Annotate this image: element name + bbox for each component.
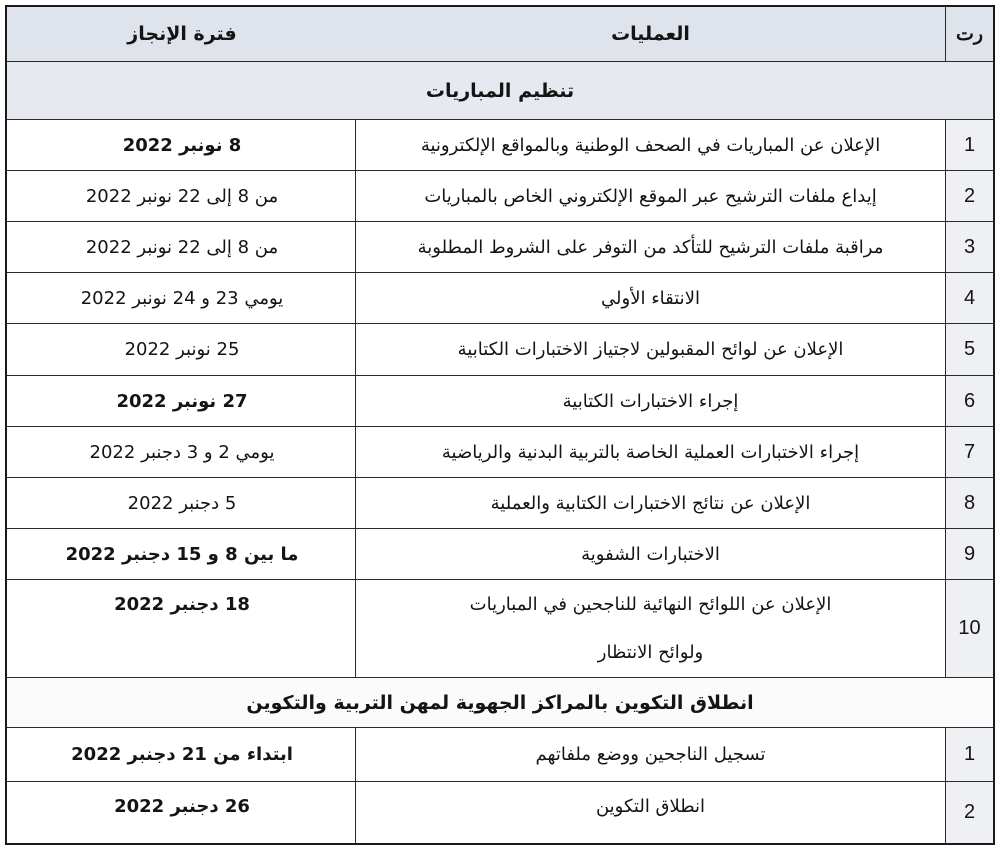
table-row <box>7 273 993 324</box>
table-row <box>7 376 993 427</box>
table-row <box>7 529 993 580</box>
row-operation <box>355 580 945 677</box>
row-period: من 8 إلى 22 نونبر 2022 <box>85 185 279 207</box>
row-period: 5 دجنبر 2022 <box>127 492 237 514</box>
row-period: 8 نونبر 2022 <box>122 134 242 156</box>
row-number: 1 <box>945 120 993 170</box>
row-period: 27 نونبر 2022 <box>116 390 248 412</box>
header-period: فترة الإنجاز <box>7 7 357 61</box>
row-period: 26 دجنبر 2022 <box>114 796 250 817</box>
row-operation: إجراء الاختبارات الكتابية <box>355 376 945 426</box>
row-operation: مراقبة ملفات الترشيح للتأكد من التوفر على الشروط المطلوبة <box>355 222 945 272</box>
row-number: 4 <box>945 273 993 323</box>
row-operation: الإعلان عن نتائج الاختبارات الكتابية والعملية <box>355 478 945 528</box>
row-operation: الإعلان عن المباريات في الصحف الوطنية وبالمواقع الإلكترونية <box>355 120 945 170</box>
row-operation-line1: الإعلان عن اللوائح النهائية للناجحين في المباريات <box>469 593 832 615</box>
row-number: 1 <box>945 728 993 781</box>
row-period: 25 نونبر 2022 <box>124 339 240 360</box>
row-operation: الانتقاء الأولي <box>355 273 945 323</box>
table-row <box>7 728 993 782</box>
row-period: يومي 23 و 24 نونبر 2022 <box>80 287 284 309</box>
row-operation: الاختبارات الشفوية <box>355 529 945 579</box>
section-title-contests: تنظيم المباريات <box>7 62 993 120</box>
row-number: 10 <box>945 580 993 677</box>
table-row <box>7 427 993 478</box>
row-operation: الإعلان عن لوائح المقبولين لاجتياز الاختبارات الكتابية <box>355 324 945 375</box>
table-row <box>7 782 993 843</box>
row-number: 2 <box>945 782 993 843</box>
table-row <box>7 580 993 678</box>
row-period: من 8 إلى 22 نونبر 2022 <box>85 236 279 258</box>
row-operation: إيداع ملفات الترشيح عبر الموقع الإلكتروني الخاص بالمباريات <box>355 171 945 221</box>
schedule-table <box>5 5 995 845</box>
row-period: 18 دجنبر 2022 <box>114 594 250 615</box>
row-period: يومي 2 و 3 دجنبر 2022 <box>89 441 275 463</box>
row-number: 9 <box>945 529 993 579</box>
header-number: رت <box>945 7 993 61</box>
header-operations: العمليات <box>355 7 945 61</box>
row-period: ما بين 8 و 15 دجنبر 2022 <box>65 543 299 565</box>
row-operation: تسجيل الناجحين ووضع ملفاتهم <box>355 728 945 781</box>
table-row <box>7 324 993 376</box>
table-header-row <box>7 7 993 62</box>
row-number: 6 <box>945 376 993 426</box>
row-number: 3 <box>945 222 993 272</box>
row-operation-line2: ولوائح الانتظار <box>597 641 704 663</box>
section-title-training: انطلاق التكوين بالمراكز الجهوية لمهن التربية والتكوين <box>7 678 993 728</box>
table-row <box>7 222 993 273</box>
row-number: 5 <box>945 324 993 375</box>
table-row <box>7 120 993 171</box>
row-number: 8 <box>945 478 993 528</box>
row-number: 7 <box>945 427 993 477</box>
row-operation: انطلاق التكوين <box>355 782 945 843</box>
row-operation: إجراء الاختبارات العملية الخاصة بالتربية البدنية والرياضية <box>355 427 945 477</box>
table-row <box>7 478 993 529</box>
table-row <box>7 171 993 222</box>
row-number: 2 <box>945 171 993 221</box>
row-period: ابتداء من 21 دجنبر 2022 <box>71 744 293 765</box>
